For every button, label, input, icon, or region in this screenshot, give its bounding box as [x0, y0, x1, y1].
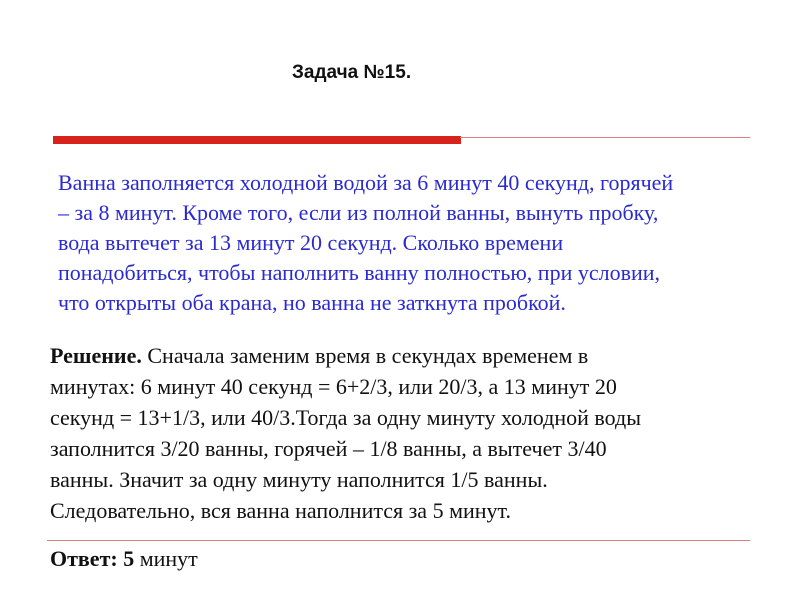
solution-line: Следовательно, вся ванна наполнится за 5 минут. [50, 498, 512, 523]
solution-text [50, 340, 770, 526]
solution-line: заполнится 3/20 ванны, горячей – 1/8 ванны, а вытечет 3/40 [50, 436, 607, 461]
solution-first-line-text: Сначала заменим время в секундах временем в [141, 343, 589, 368]
solution-line: секунд = 13+1/3, или 40/3.Тогда за одну минуту холодной воды [50, 405, 641, 430]
problem-line: понадобиться, чтобы наполнить ванну полностью, при условии, [58, 260, 661, 285]
answer-line [50, 543, 198, 574]
solution-line: минутах: 6 минут 40 секунд = 6+2/3, или 20/3, а 13 минут 20 [50, 374, 617, 399]
problem-line: вода вытечет за 13 минут 20 секунд. Сколько времени [58, 230, 564, 255]
accent-rule-thick [53, 136, 461, 144]
problem-text [58, 168, 758, 318]
divider-rule [47, 540, 750, 541]
problem-line: что открыты оба крана, но ванна не заткнута пробкой. [58, 290, 566, 315]
slide-title: Задача №15. [292, 62, 412, 83]
solution-line: ванны. Значит за одну минуту наполнится 1/5 ванны. [50, 467, 548, 492]
answer-label: Ответ: [50, 546, 118, 571]
answer-value: 5 [123, 546, 135, 571]
solution-label: Решение. [50, 343, 142, 368]
answer-unit: минут [134, 546, 198, 571]
accent-rule-thin [460, 137, 750, 138]
solution-line-first [50, 340, 770, 371]
problem-line: – за 8 минут. Кроме того, если из полной ванны, вынуть пробку, [58, 200, 659, 225]
problem-line: Ванна заполняется холодной водой за 6 минут 40 секунд, горячей [58, 170, 674, 195]
